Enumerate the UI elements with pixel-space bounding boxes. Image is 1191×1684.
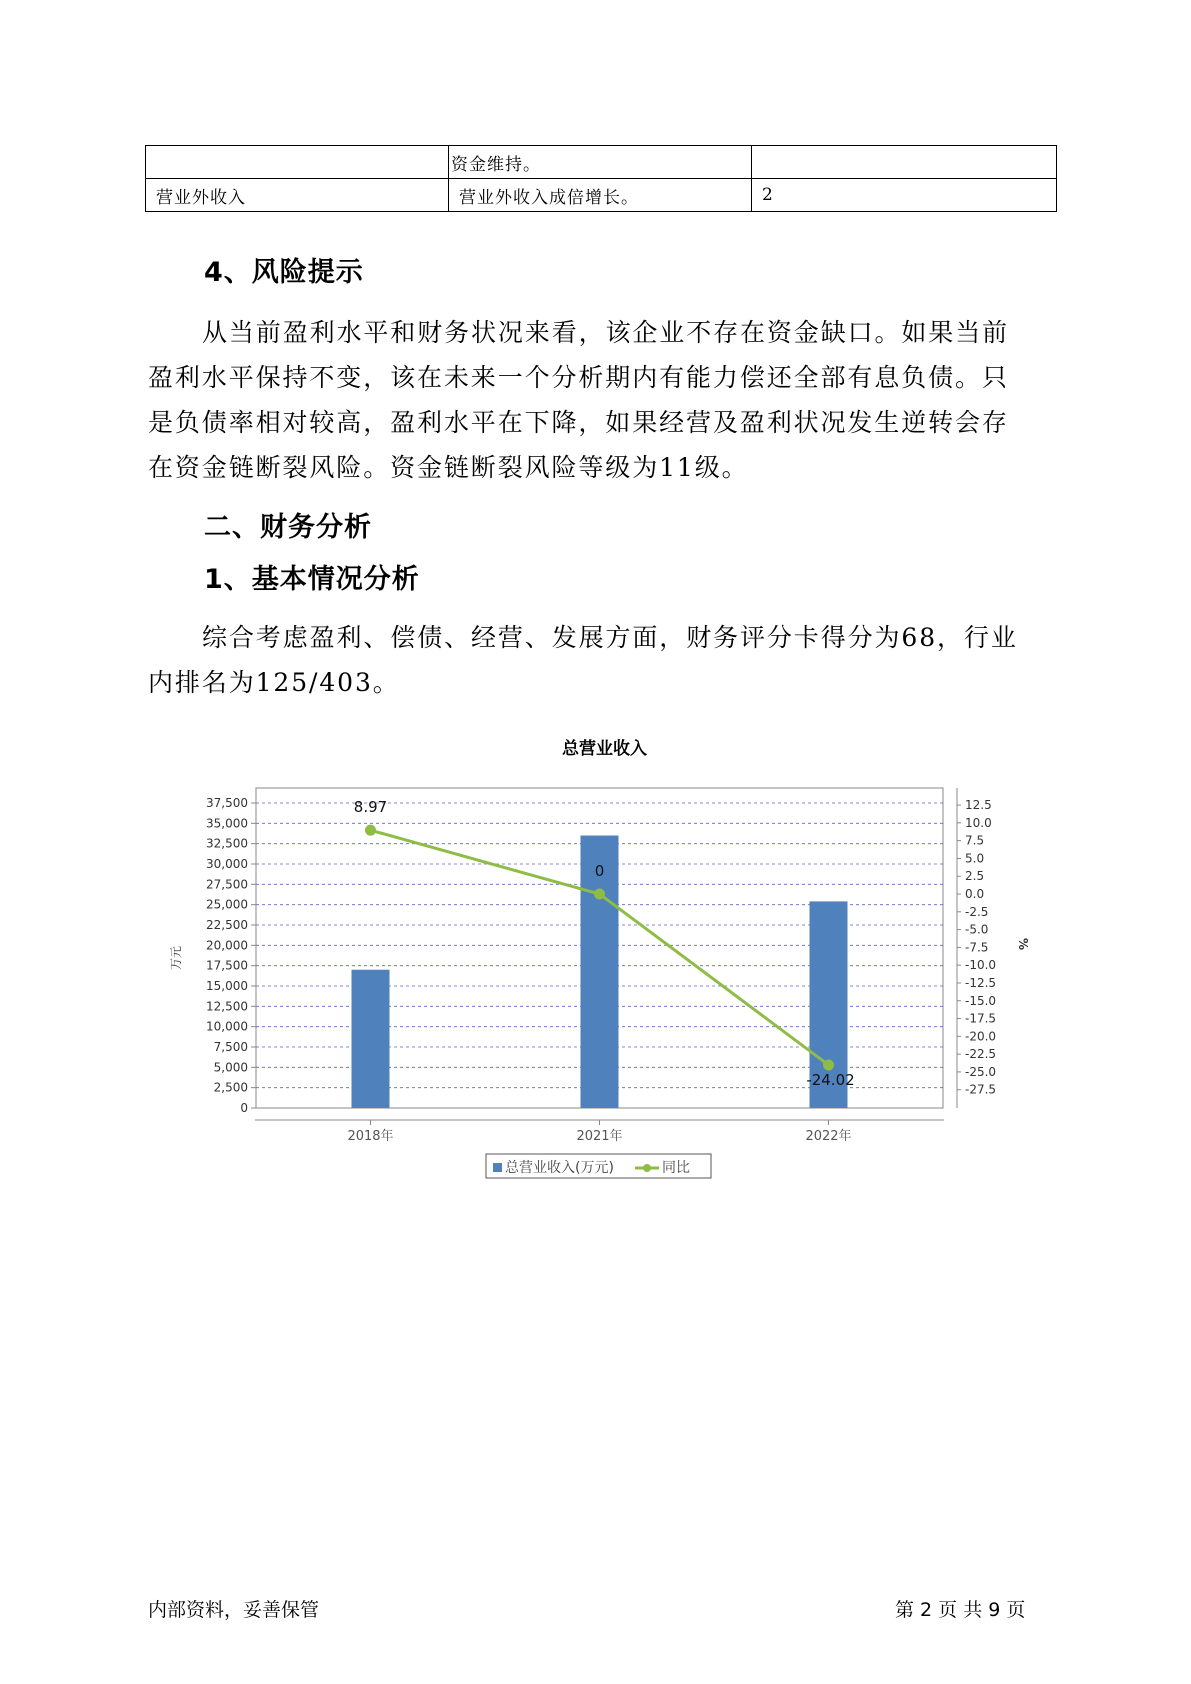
y2-tick-label: -20.0 <box>965 1029 997 1044</box>
y2-tick-label: 12.5 <box>965 798 992 813</box>
basic-paragraph <box>148 615 1048 705</box>
y-tick-label: 27,500 <box>206 877 248 892</box>
basic-heading: 1、基本情况分析 <box>204 564 420 595</box>
y2-tick-label: -7.5 <box>965 940 989 955</box>
x-tick-label: 2022年 <box>805 1129 852 1144</box>
y-tick-label: 10,000 <box>206 1019 248 1034</box>
legend-label-line: 同比 <box>662 1160 690 1176</box>
revenue-chart <box>150 720 1030 1190</box>
table-cell: 资金维持。 <box>449 146 752 179</box>
table-cell: 2 <box>752 179 1057 212</box>
y2-tick-label: -5.0 <box>965 922 989 937</box>
y-tick-label: 7,500 <box>213 1040 248 1054</box>
summary-table <box>145 145 1057 212</box>
data-label: 8.97 <box>353 798 388 817</box>
y2-tick-label: -22.5 <box>965 1047 997 1062</box>
y-tick-label: 37,500 <box>206 796 248 810</box>
table-cell <box>752 146 1057 179</box>
line-point <box>823 1059 834 1070</box>
legend-label-bar: 总营业收入(万元) <box>505 1160 614 1176</box>
x-tick-label: 2018年 <box>347 1129 394 1144</box>
basic-line: 内排名为125/403。 <box>148 668 400 697</box>
y-tick-label: 0 <box>240 1101 248 1115</box>
table-cell: 营业外收入 <box>146 179 449 212</box>
table-row <box>146 146 1057 179</box>
y-tick-label: 25,000 <box>206 897 248 912</box>
data-label: -24.02 <box>806 1070 855 1089</box>
y-tick-label: 15,000 <box>206 979 248 993</box>
line-point <box>594 889 605 900</box>
footer-note: 内部资料，妥善保管 <box>148 1599 320 1621</box>
risk-paragraph <box>148 310 1048 490</box>
chart-title: 总营业收入 <box>562 739 647 759</box>
y2-tick-label: 0.0 <box>965 887 985 902</box>
risk-line: 在资金链断裂风险。资金链断裂风险等级为11级。 <box>148 453 749 482</box>
y-tick-label: 12,500 <box>206 999 248 1014</box>
data-label: 0 <box>594 862 605 881</box>
y-tick-label: 22,500 <box>206 918 248 932</box>
y2-tick-label: -2.5 <box>965 904 989 919</box>
y-tick-label: 5,000 <box>213 1060 248 1075</box>
y2-tick-label: -15.0 <box>965 993 997 1008</box>
y2-tick-label: -17.5 <box>965 1011 997 1026</box>
table-cell: 营业外收入成倍增长。 <box>449 179 752 212</box>
line-point <box>365 825 376 836</box>
legend-swatch-point <box>643 1164 651 1172</box>
y-axis-label: 万元 <box>169 945 183 971</box>
y2-tick-label: -10.0 <box>965 958 997 973</box>
page-number: 第 2 页 共 9 页 <box>895 1599 1026 1621</box>
y2-tick-label: -25.0 <box>965 1064 997 1079</box>
y-tick-label: 17,500 <box>206 958 248 973</box>
y-tick-label: 30,000 <box>206 857 248 871</box>
table-cell <box>146 146 449 179</box>
y2-tick-label: 5.0 <box>965 851 985 866</box>
y2-tick-label: -27.5 <box>965 1082 997 1097</box>
y-tick-label: 35,000 <box>206 816 248 831</box>
y2-tick-label: -12.5 <box>965 975 997 990</box>
x-tick-label: 2021年 <box>576 1129 623 1144</box>
y-tick-label: 2,500 <box>213 1080 248 1095</box>
y2-tick-label: 7.5 <box>965 833 985 848</box>
y2-axis-label: % <box>1016 937 1030 951</box>
y2-tick-label: 2.5 <box>965 869 985 884</box>
risk-line: 从当前盈利水平和财务状况来看，该企业不存在资金缺口。如果当前 <box>202 318 1010 347</box>
basic-line: 综合考虑盈利、偿债、经营、发展方面，财务评分卡得分为68，行业 <box>202 623 1018 652</box>
finance-heading: 二、财务分析 <box>204 512 372 543</box>
bar <box>352 970 390 1108</box>
risk-line: 是负债率相对较高，盈利水平在下降，如果经营及盈利状况发生逆转会存 <box>148 408 1009 437</box>
risk-heading: 4、风险提示 <box>204 257 364 288</box>
table-row <box>146 179 1057 212</box>
y2-tick-label: 10.0 <box>965 815 992 830</box>
y-tick-label: 32,500 <box>206 836 248 851</box>
legend-swatch-bar <box>493 1163 502 1172</box>
risk-line: 盈利水平保持不变，该在未来一个分析期内有能力偿还全部有息负债。只 <box>148 363 1009 392</box>
y-tick-label: 20,000 <box>206 938 248 953</box>
